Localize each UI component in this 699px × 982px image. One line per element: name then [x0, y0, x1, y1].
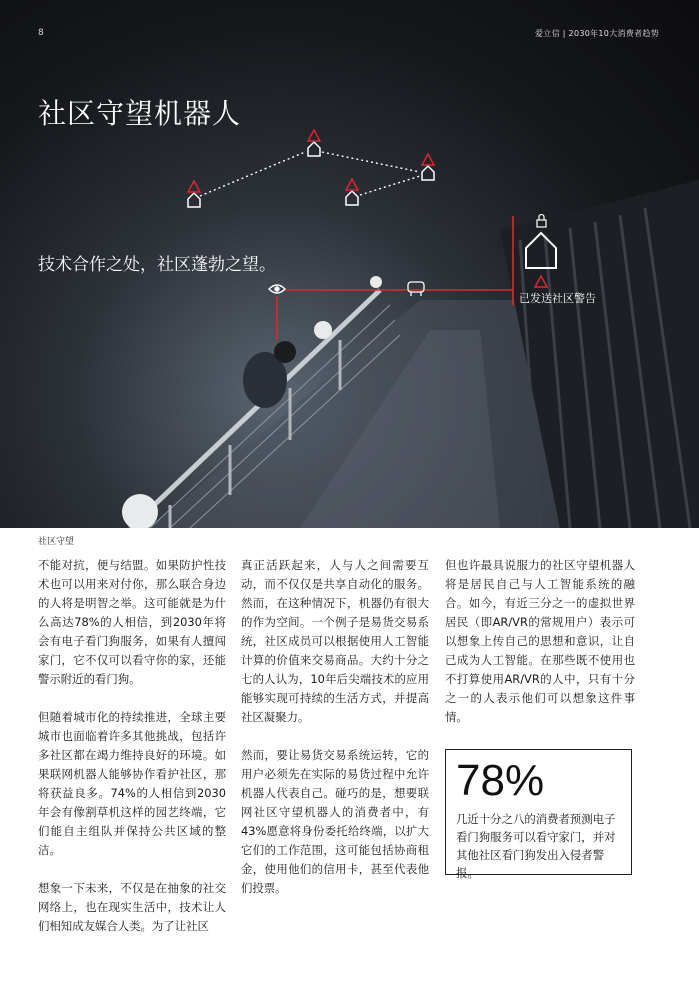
stat-text: 几近十分之八的消费者预测电子看门狗服务可以看守家门，并对其他社区看门狗发出入侵者警报。: [456, 812, 616, 880]
text-column-3: [445, 556, 635, 746]
hero-subtitle: 技术合作之处，社区蓬勃之望。: [38, 255, 276, 275]
page-number: 8: [38, 28, 44, 38]
stat-value: 78%: [456, 756, 545, 805]
paragraph: 真正活跃起来，人与人之间需要互动，而不仅仅是共享自动化的服务。然而，在这种情况下，机器仍有很大的作为空间。一个例子是易货交易系统，社区成员可以根据使用人工智能计算的价值来交易商品。大约十分之七的人认为，10年后尖端技术的应用能够实现可持续的生活方式，并提高社区凝聚力。: [241, 558, 429, 724]
alert-label: 已发送社区警告: [519, 292, 596, 305]
eye-icon: [269, 285, 285, 293]
running-head: 爱立信 | 2030年10大消费者趋势: [534, 29, 659, 38]
paragraph: 想象一下未来，不仅是在抽象的社交网络上，也在现实生活中，技术让人们相知成友媒合人类。为了让社区: [38, 881, 226, 933]
paragraph: 不能对抗，便与结盟。如果防护性技术也可以用来对付你，那么联合身边的人将是明智之举。这可能就是为什么高达78%的人相信，到2030年将会有电子看门狗服务，如果有人擅闯家门，它不仅可以看守你的家，还能警示附近的看门狗。: [38, 558, 226, 686]
paragraph: 然而，要让易货交易系统运转，它的用户必须先在实际的易货过程中允许机器人代表自己。碰巧的是，想要联网社区守望机器人的消费者中，有43%愿意将身份委托给终端，以扩大它们的工作范围，这可能包括协商租金，使用他们的信用卡，甚至代表他们投票。: [241, 748, 429, 895]
page-title: 社区守望机器人: [38, 97, 242, 130]
text-column-2: [241, 556, 429, 917]
text-column-1: [38, 556, 226, 955]
image-caption: 社区守望: [38, 537, 75, 547]
robot-dog-icon: [408, 282, 424, 296]
paragraph: 但随着城市化的持续推进，全球主要城市也面临着许多其他挑战，包括许多社区都在竭力维持良好的环境。如果联网机器人能够协作看护社区，那将获益良多。74%的人相信到2030年会有像割草机这样的园艺终端，它们能自主组队并保持公共区域的整洁。: [38, 710, 226, 857]
stat-callout: [445, 749, 632, 880]
paragraph: 但也许最具说服力的社区守望机器人将是居民自己与人工智能系统的融合。如今，有近三分之一的虚拟世界居民（即AR/VR的常规用户）表示可以想象上传自己的思想和意识，让自己成为人工智能。在那些既不使用也不打算使用AR/VR的人中，只有十分之一的人表示他们可以想象这件事情。: [445, 558, 635, 724]
